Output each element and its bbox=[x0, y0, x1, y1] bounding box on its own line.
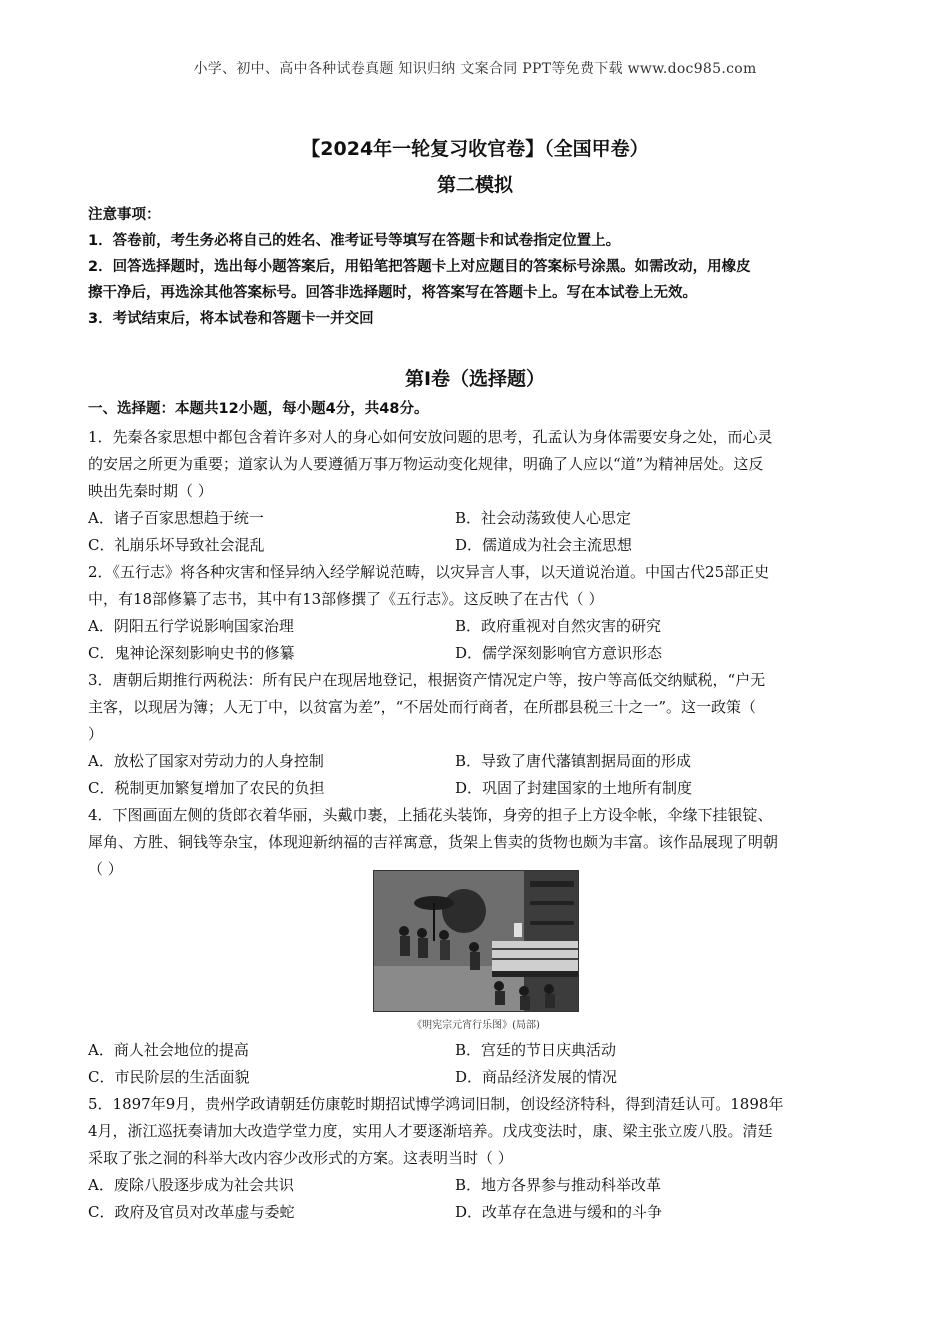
question-text: 的安居之所更为重要；道家认为人要遵循万事万物运动变化规律，明确了人应以“道”为精神居处。这反 bbox=[88, 455, 764, 473]
option-d: D．巩固了封建国家的土地所有制度 bbox=[455, 779, 693, 797]
question-text: 主客，以现居为簿；人无丁中，以贫富为差”，“不居处而行商者，在所郡县税三十之一”。这一政策（ bbox=[88, 698, 757, 716]
question-1 bbox=[88, 424, 868, 505]
section-heading: 一、选择题：本题共12小题，每小题4分，共48分。 bbox=[88, 401, 429, 417]
option-d: D．改革存在急进与缓和的斗争 bbox=[455, 1203, 663, 1221]
option-c: C．税制更加繁复增加了农民的负担 bbox=[88, 779, 325, 797]
figure-caption: 《明宪宗元宵行乐图》(局部) bbox=[412, 1020, 540, 1031]
question-text: 映出先秦时期（ ） bbox=[88, 482, 213, 500]
question-text: （ ） bbox=[88, 860, 123, 878]
question-text: 1．先秦各家思想中都包含着许多对人的身心如何安放问题的思考，孔孟认为身体需要安身之处，而心灵 bbox=[88, 428, 773, 446]
question-text: 2．《五行志》将各种灾害和怪异纳入经学解说范畴，以灾异言人事，以天道说治道。中国古代25部正史 bbox=[88, 563, 770, 581]
option-c: C．市民阶层的生活面貌 bbox=[88, 1068, 250, 1086]
question-2 bbox=[88, 559, 868, 613]
question-text: 4月，浙江巡抚奏请加大改造学堂力度，实用人才要逐渐培养。戊戌变法时，康、梁主张立废八股。清廷 bbox=[88, 1122, 773, 1140]
option-a: A．商人社会地位的提高 bbox=[88, 1041, 249, 1059]
option-c: C．礼崩乐坏导致社会混乱 bbox=[88, 536, 265, 554]
question-5-options bbox=[88, 1172, 868, 1226]
exam-subtitle: 第二模拟 bbox=[436, 174, 513, 196]
question-text: 采取了张之洞的科举大改内容少改形式的方案。这表明当时（ ） bbox=[88, 1149, 513, 1167]
option-c: C．政府及官员对改革虚与委蛇 bbox=[88, 1203, 295, 1221]
question-3-options bbox=[88, 748, 868, 802]
notes-heading: 注意事项： bbox=[88, 207, 161, 223]
option-d: D．儒学深刻影响官方意识形态 bbox=[455, 644, 663, 662]
option-a: A．放松了国家对劳动力的人身控制 bbox=[88, 752, 324, 770]
option-d: D．商品经济发展的情况 bbox=[455, 1068, 618, 1086]
option-a: A．诸子百家思想趋于统一 bbox=[88, 509, 264, 527]
option-b: B．政府重视对自然灾害的研究 bbox=[455, 617, 662, 635]
painting-illustration bbox=[374, 871, 579, 1012]
question-text: 3．唐朝后期推行两税法：所有民户在现居地登记，根据资产情况定户等，按户等高低交纳赋税，“户无 bbox=[88, 671, 766, 689]
notes-line: 1．答卷前，考生务必将自己的姓名、准考证号等填写在答题卡和试卷指定位置上。 bbox=[88, 233, 621, 249]
option-c: C．鬼神论深刻影响史书的修纂 bbox=[88, 644, 295, 662]
site-header: 小学、初中、高中各种试卷真题 知识归纳 文案合同 PPT等免费下载 www.doc985.com bbox=[193, 61, 757, 77]
option-a: A．阴阳五行学说影响国家治理 bbox=[88, 617, 294, 635]
question-5 bbox=[88, 1091, 868, 1172]
notes-line: 3．考试结束后，将本试卷和答题卡一并交回 bbox=[88, 311, 374, 327]
question-text: 中，有18部修纂了志书，其中有13部修撰了《五行志》。这反映了在古代（ ） bbox=[88, 590, 604, 608]
option-b: B．宫廷的节日庆典活动 bbox=[455, 1041, 617, 1059]
notes-line: 2．回答选择题时，选出每小题答案后，用铅笔把答题卡上对应题目的答案标号涂黑。如需改动，用橡皮 bbox=[88, 259, 751, 275]
exam-title: 【2024年一轮复习收官卷】（全国甲卷） bbox=[301, 138, 649, 160]
question-2-options bbox=[88, 613, 868, 667]
question-text: 犀角、方胜、铜钱等杂宝，体现迎新纳福的吉祥寓意，货架上售卖的货物也颇为丰富。该作品展现了明朝 bbox=[88, 833, 779, 851]
option-b: B．地方各界参与推动科举改革 bbox=[455, 1176, 662, 1194]
option-d: D．儒道成为社会主流思想 bbox=[455, 536, 633, 554]
exam-notes bbox=[88, 202, 878, 332]
question-1-options bbox=[88, 505, 868, 559]
option-b: B．社会动荡致使人心思定 bbox=[455, 509, 632, 527]
section-title: 第I卷（选择题） bbox=[404, 368, 546, 390]
question-text: 5．1897年9月，贵州学政请朝廷仿康乾时期招试博学鸿词旧制，创设经济特科，得到清廷认可。1898年 bbox=[88, 1095, 784, 1113]
question-3 bbox=[88, 667, 868, 748]
option-a: A．废除八股逐步成为社会共识 bbox=[88, 1176, 294, 1194]
question-text: 4．下图画面左侧的货郎衣着华丽，头戴巾裹，上插花头装饰，身旁的担子上方设伞帐，伞缘下挂银锭、 bbox=[88, 806, 773, 824]
option-b: B．导致了唐代藩镇割据局面的形成 bbox=[455, 752, 692, 770]
question-4-options bbox=[88, 1037, 868, 1091]
painting-image bbox=[373, 870, 579, 1012]
notes-line: 擦干净后，再选涂其他答案标号。回答非选择题时，将答案写在答题卡上。写在本试卷上无效。 bbox=[88, 285, 697, 301]
question-text: ） bbox=[88, 725, 104, 743]
